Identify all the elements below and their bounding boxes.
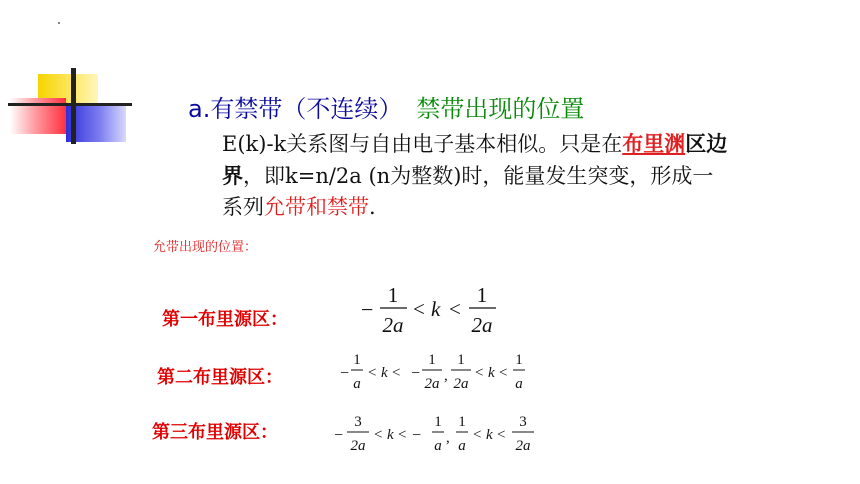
heading-part1: 有禁带（不连续） xyxy=(210,95,403,123)
f3-den4: 2a xyxy=(515,438,531,454)
f1-k: k xyxy=(431,297,441,321)
f2-num3: 1 xyxy=(457,352,465,368)
para-zone-boundary: 区边界 xyxy=(222,131,728,188)
zone-1-formula xyxy=(355,280,515,340)
f3-den3: a xyxy=(458,438,466,454)
heading-prefix: a. xyxy=(188,95,211,123)
f2-k2: k xyxy=(488,365,495,381)
f2-num2: 1 xyxy=(428,352,436,368)
f3-k1: k xyxy=(387,427,394,443)
zone-2-label: 第二布里源区： xyxy=(157,367,283,388)
f2-lt1: < xyxy=(368,365,377,381)
f1-lt2: < xyxy=(449,297,461,321)
f2-minus2: − xyxy=(411,365,421,382)
f2-num4: 1 xyxy=(515,352,523,368)
f3-num3: 1 xyxy=(458,414,466,430)
f3-lt4: < xyxy=(497,427,506,443)
para-allowed-forbidden: 允带和禁带 xyxy=(264,195,369,219)
f1-minus: − xyxy=(361,297,374,322)
heading-part2: 禁带出现的位置 xyxy=(416,95,585,123)
f1-num1: 1 xyxy=(387,283,399,307)
f2-den4: a xyxy=(515,376,523,392)
logo-horizontal-bar xyxy=(8,103,132,106)
f2-den3: 2a xyxy=(453,376,469,392)
f2-den1: a xyxy=(353,376,361,392)
zone-2-formula xyxy=(340,350,550,400)
f1-den2: 2a xyxy=(471,313,493,337)
f3-num2: 1 xyxy=(434,414,442,430)
zone-3-label: 第三布里源区： xyxy=(152,422,278,443)
logo-vertical-bar xyxy=(71,68,76,144)
f1-den1: 2a xyxy=(382,313,404,337)
f3-num4: 3 xyxy=(519,414,527,430)
f3-den2: a xyxy=(434,438,442,454)
f2-k1: k xyxy=(381,365,388,381)
f3-minus: − xyxy=(334,427,344,444)
zone-3-formula xyxy=(334,412,549,464)
decorative-dot xyxy=(58,22,60,24)
f1-lt1: < xyxy=(413,297,425,321)
para-text-1: E(k)-k关系图与自由电子基本相似。只是在 xyxy=(222,132,623,156)
f2-lt3: < xyxy=(475,365,484,381)
f1-num2: 1 xyxy=(476,283,488,307)
f3-lt3: < xyxy=(473,427,482,443)
f3-den1: 2a xyxy=(350,438,366,454)
f3-k2: k xyxy=(486,427,493,443)
f2-comma: , xyxy=(444,368,448,384)
f2-minus: − xyxy=(340,365,350,382)
f3-num1: 3 xyxy=(354,414,362,430)
f3-comma: , xyxy=(446,430,450,446)
f3-minus2: − xyxy=(412,427,422,444)
f3-lt2: < xyxy=(398,427,407,443)
zone-1-label: 第一布里源区： xyxy=(162,309,288,330)
slide-heading xyxy=(188,89,584,124)
para-text-6: . xyxy=(369,195,376,219)
f2-num1: 1 xyxy=(353,352,361,368)
f2-lt2: < xyxy=(392,365,401,381)
para-text-4: ，即k=n/2a (n为整数)时，能量发生突变，形成一系列 xyxy=(222,164,714,219)
f3-lt1: < xyxy=(374,427,383,443)
f2-lt4: < xyxy=(499,365,508,381)
allowed-bands-label: 允带出现的位置： xyxy=(153,240,258,255)
f2-den2: 2a xyxy=(424,376,440,392)
body-paragraph xyxy=(222,128,732,223)
para-brillouin: 布里渊 xyxy=(622,131,686,156)
